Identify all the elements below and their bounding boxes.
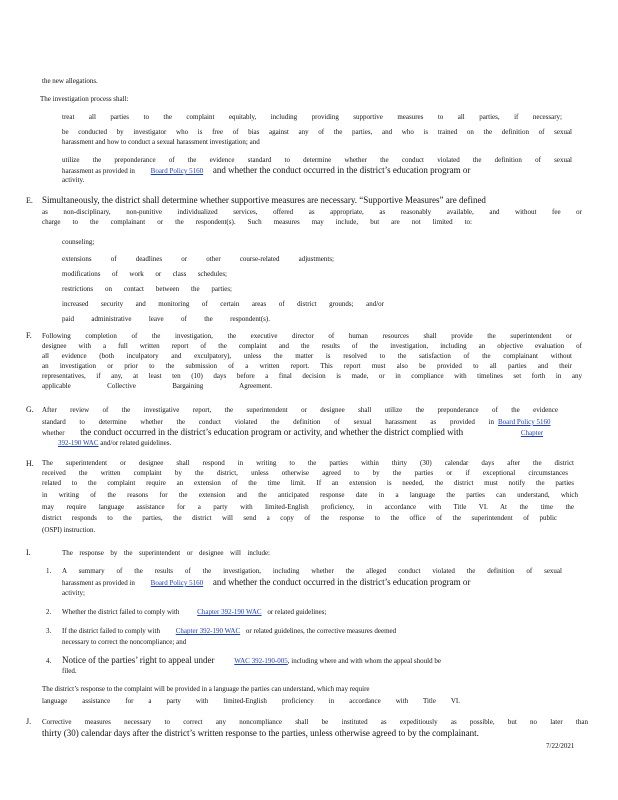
section-h-line: (OSPI) instruction. — [42, 526, 96, 534]
process-item-3-line2: harassment as provided in Board Policy 5160 and whether the conduct occurred in the district’s education program or — [62, 165, 471, 175]
section-label-j: J. — [26, 717, 32, 726]
response-item-2: Whether the district failed to comply with Chapter 392-190 WAC or related guidelines; — [62, 608, 327, 616]
section-label-i: I. — [26, 548, 31, 557]
chapter-link[interactable]: Chapter — [520, 429, 544, 437]
list-number: 1. — [46, 567, 52, 575]
measure-item: modifications of work or class schedules; — [62, 270, 227, 278]
process-item-2-line1: be conducted by investigator who is free of bias against any of the parties, and who is trained on the definition of sexual — [62, 128, 572, 136]
section-label-g: G. — [26, 405, 34, 414]
section-j-line2: thirty (30) calendar days after the district’s written response to the parties, unless otherwise agreed to by the complainant. — [42, 728, 479, 738]
section-j-line1: Corrective measures necessary to correct any noncompliance shall be instituted as expeditiously as possible, but no later than — [42, 718, 588, 726]
process-item-2-line2: harassment and how to conduct a sexual harassment investigation; and — [62, 138, 260, 146]
section-f-line: representatives, if any, at least ten (10) days before a final decision is made, or in compliance with timelines set forth in any — [42, 372, 582, 380]
process-item-1: treat all parties to the complaint equitably, including providing supportive measures to all parties, if necessary; — [62, 113, 562, 121]
response-item-4-line2: filed. — [62, 667, 77, 675]
section-h-line: received the written complaint by the district, unless otherwise agreed to by the parties or if exceptional circumstances — [42, 469, 568, 477]
section-g-line3: whether the conduct occurred in the district’s education program or activity, and whether the district complied with Chapter — [42, 427, 544, 437]
section-label-e: E. — [26, 196, 33, 205]
section-h-line: related to the complaint require an extension of the time limit. If an extension is needed, the district must notify the parties — [42, 479, 574, 487]
chapter-link[interactable]: Chapter 392-190 WAC — [175, 627, 241, 635]
section-g-line4: 392-190 WAC and/or related guidelines. — [58, 439, 172, 447]
chapter-link[interactable]: Chapter 392-190 WAC — [197, 608, 262, 616]
section-h-line: The superintendent or designee shall respond in writing to the parties within thirty (30) calendar days after the district — [42, 459, 574, 467]
board-policy-link[interactable]: Board Policy 5160 — [150, 579, 204, 587]
section-f-line: Following completion of the investigation, the executive director of human resources shall provide the superintendent or — [42, 332, 572, 340]
intro-line: the new allegations. — [42, 77, 98, 85]
section-g-line2: standard to determine whether the conduct violated the definition of sexual harassment as provided in Board Policy 5160 — [42, 418, 551, 426]
section-h-line: district responds to the parties, the district will send a copy of the response to the office of the superintendent of public — [42, 514, 557, 522]
section-i-closing-line1: The district’s response to the complaint will be provided in a language the parties can understand, which may require — [42, 685, 370, 693]
measure-item: restrictions on contact between the parties; — [62, 285, 232, 293]
measure-item: increased security and monitoring of certain areas of district grounds; and/or — [62, 300, 384, 308]
wac-link[interactable]: 392-190 WAC — [58, 439, 99, 447]
section-e-line3: charge to the complainant or the respondent(s). Such measures may include, but are not limited to: — [42, 218, 472, 226]
section-h-line: in writing of the reasons for the extension and the anticipated response date in a language the parties can understand, which — [42, 491, 578, 499]
section-f-line: all evidence (both inculpatory and exculpatory), unless the matter is resolved to the satisfaction of the complainant without — [42, 352, 572, 360]
process-heading: The investigation process shall: — [40, 95, 129, 103]
section-f-line: an investigation or prior to the submission of a written report. This report must also be provided to all parties and their — [42, 362, 572, 370]
section-e-line2: as non-disciplinary, non-punitive individualized services, offered as appropriate, as reasonably available, and without fee or — [42, 208, 582, 216]
response-item-3-line1: If the district failed to comply with Chapter 392-190 WAC or related guidelines, the corrective measures deemed — [62, 627, 397, 635]
process-item-3-line3: activity. — [62, 176, 85, 184]
response-item-1-line3: activity; — [62, 589, 85, 597]
section-i-intro: The response by the superintendent or designee will include: — [62, 549, 270, 557]
section-h-line: may require language assistance for a party with limited-English proficiency, in accordance with Title VI. At the time the — [42, 503, 574, 511]
footer-date: 7/22/2021 — [546, 742, 575, 750]
section-i-closing-line2: language assistance for a party with limited-English proficiency in accordance with Title VI. — [42, 697, 460, 705]
board-policy-link[interactable]: Board Policy 5160 — [150, 167, 204, 175]
measure-item: counseling; — [62, 238, 95, 246]
response-item-1-line1: A summary of the results of the investigation, including whether the alleged conduct violated the definition of sexual — [62, 567, 562, 575]
section-e-line1: Simultaneously, the district shall determine whether supportive measures are necessary. “Supportive Measures” are defined — [42, 195, 486, 205]
list-number: 3. — [46, 627, 52, 635]
section-label-h: H. — [26, 459, 34, 468]
list-number: 4. — [46, 657, 52, 665]
board-policy-link[interactable]: Board Policy 5160 — [498, 418, 551, 426]
section-f-line: designee with a full written report of the complaint and the results of the investigation, including an objective evaluation of — [42, 342, 582, 350]
response-item-4-line1: Notice of the parties’ right to appeal under WAC 392-190-005, including where and with whom the appeal should be — [62, 655, 441, 665]
response-item-3-line2: necessary to correct the noncompliance; and — [62, 638, 187, 646]
wac-link[interactable]: WAC 392-190-005 — [234, 657, 288, 665]
list-number: 2. — [46, 608, 52, 616]
measure-item: extensions of deadlines or other course-related adjustments; — [62, 255, 334, 263]
response-item-1-line2: harassment as provided in Board Policy 5160 and whether the conduct occurred in the district’s education program or — [62, 577, 471, 587]
process-item-3-line1: utilize the preponderance of the evidence standard to determine whether the conduct violated the definition of sexual — [62, 156, 572, 164]
section-f-line: applicable Collective Bargaining Agreement. — [42, 382, 272, 390]
measure-item: paid administrative leave of the respondent(s). — [62, 315, 270, 323]
section-label-f: F. — [26, 331, 32, 340]
section-g-line1: After review of the investigative report, the superintendent or designee shall utilize the preponderance of the evidence — [42, 406, 558, 414]
